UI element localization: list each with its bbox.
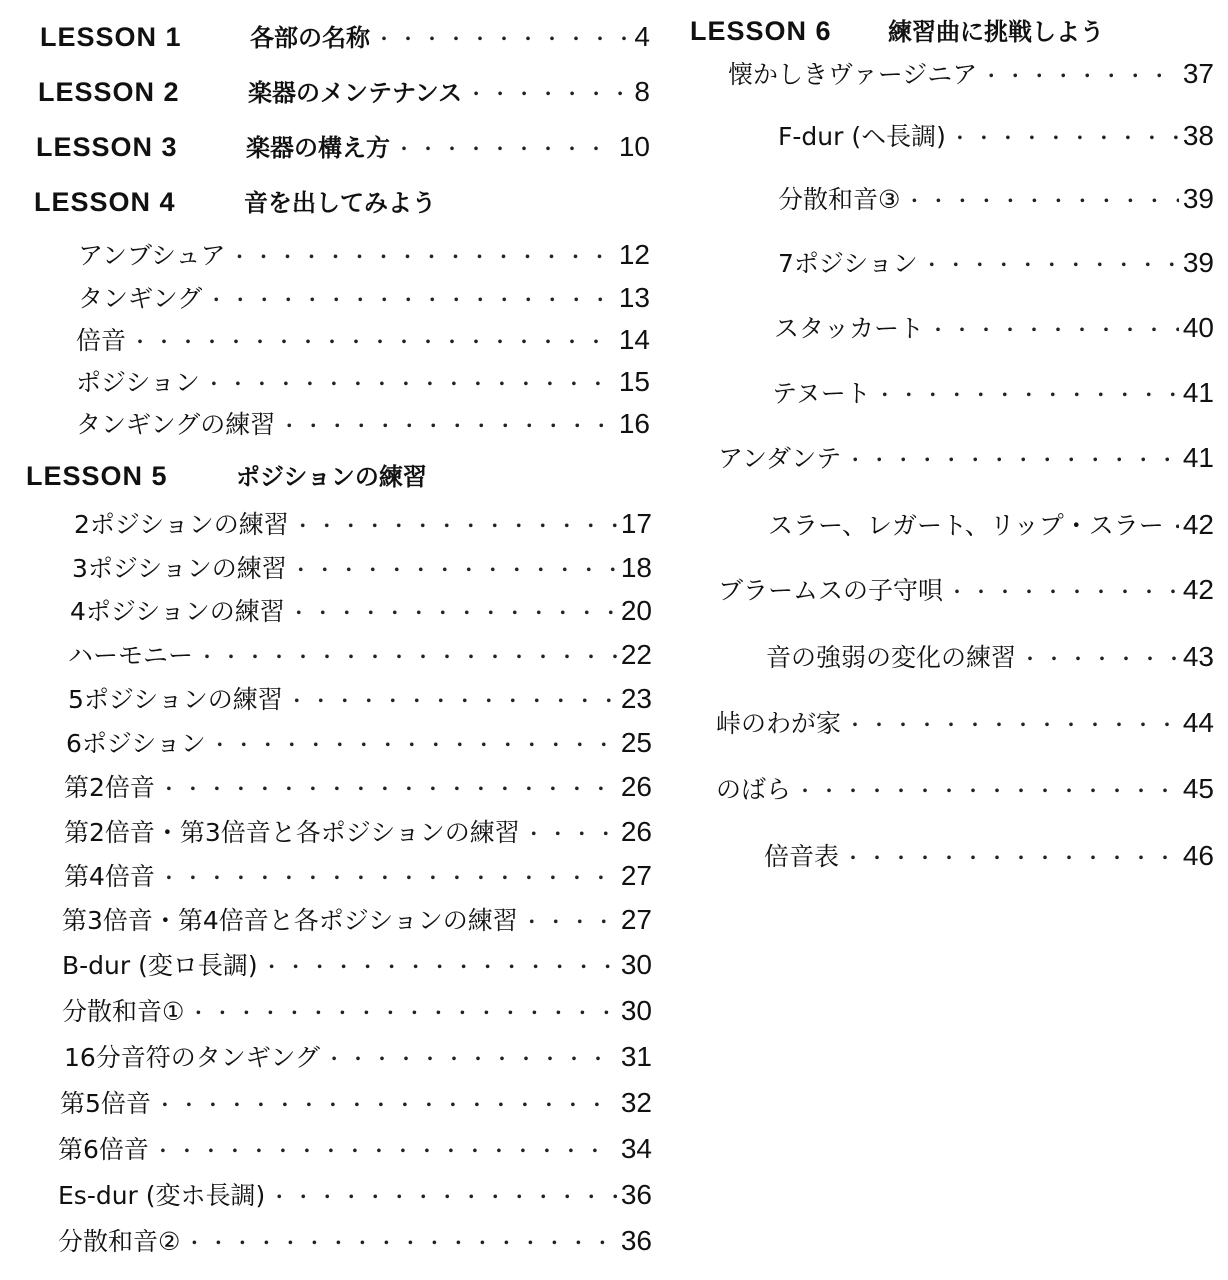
page-number: 36: [620, 1225, 652, 1256]
leader-dots: [159, 862, 617, 891]
toc-lesson-3[interactable]: [36, 128, 650, 163]
entry-title: スタッカート: [774, 314, 925, 343]
page-number: 25: [620, 727, 652, 758]
leader-dots: [1020, 643, 1179, 672]
toc-entry[interactable]: [766, 638, 1214, 674]
entry-title: Es-dur (変ホ長調): [58, 1181, 266, 1210]
toc-entry[interactable]: [64, 813, 652, 849]
toc-entry[interactable]: [778, 180, 1214, 216]
toc-lesson-5-heading[interactable]: [26, 457, 646, 492]
toc-entry[interactable]: [60, 1084, 652, 1120]
page-number: 31: [620, 1041, 652, 1072]
page-number: 18: [620, 552, 652, 583]
entry-title: 第5倍音: [60, 1089, 151, 1118]
toc-entry[interactable]: [58, 1176, 652, 1212]
toc-entry[interactable]: [74, 505, 652, 541]
page-number: 27: [620, 904, 652, 935]
entry-title: タンギングの練習: [76, 410, 276, 439]
entry-title: アンブシュア: [78, 241, 226, 270]
entry-title: 第2倍音: [64, 773, 155, 802]
entry-title: 6ポジション: [66, 729, 206, 758]
entry-title: のばら: [716, 775, 792, 804]
leader-dots: [981, 60, 1179, 89]
page-number: 30: [620, 995, 652, 1026]
toc-entry[interactable]: [764, 837, 1214, 873]
toc-entry[interactable]: [70, 592, 652, 628]
entry-title: F-dur (ヘ長調): [778, 122, 946, 151]
entry-title: テヌート: [772, 379, 871, 408]
leader-dots: [466, 78, 630, 107]
leader-dots: [204, 368, 615, 397]
leader-dots: [875, 379, 1179, 408]
leader-dots: [269, 1181, 617, 1210]
toc-lesson-6-heading[interactable]: [690, 12, 1210, 47]
entry-title: 第4倍音: [64, 862, 155, 891]
toc-entry[interactable]: [768, 506, 1214, 542]
leader-dots: [188, 997, 616, 1026]
page-number: 8: [634, 76, 650, 107]
entry-title: B-dur (変ロ長調): [62, 951, 258, 980]
toc-entry[interactable]: [718, 571, 1214, 607]
leader-dots: [845, 709, 1179, 738]
entry-title: 第6倍音: [58, 1135, 149, 1164]
entry-title: 分散和音①: [62, 997, 185, 1026]
lesson-title: 各部の名称: [250, 24, 370, 52]
entry-title: 倍音表: [764, 842, 840, 871]
toc-entry[interactable]: [62, 992, 652, 1028]
leader-dots: [324, 1043, 617, 1072]
page-number: 14: [618, 324, 650, 355]
toc-entry[interactable]: [778, 244, 1214, 280]
page-number: 38: [1182, 120, 1214, 151]
page-number: 30: [620, 949, 652, 980]
leader-dots: [130, 326, 615, 355]
page-number: 23: [620, 683, 652, 714]
toc-entry[interactable]: [772, 374, 1214, 410]
page-number: 37: [1182, 58, 1214, 89]
toc-entry[interactable]: [78, 236, 650, 272]
toc-lesson-2[interactable]: [38, 73, 650, 108]
leader-dots: [1168, 511, 1179, 540]
page-number: 39: [1182, 247, 1214, 278]
leader-dots: [155, 1089, 617, 1118]
toc-entry[interactable]: [64, 768, 652, 804]
page-number: 41: [1182, 442, 1214, 473]
toc-entry[interactable]: [58, 1222, 652, 1258]
page-number: 44: [1182, 707, 1214, 738]
toc-entry[interactable]: [76, 321, 650, 357]
entry-title: 7ポジション: [778, 249, 918, 278]
entry-title: 倍音: [76, 326, 127, 355]
leader-dots: [184, 1227, 616, 1256]
leader-dots: [279, 410, 615, 439]
toc-entry[interactable]: [68, 636, 652, 672]
entry-title: ポジション: [76, 368, 200, 397]
page-number: 20: [620, 595, 652, 626]
lesson-title: 音を出してみよう: [244, 189, 436, 217]
page-number: 36: [620, 1179, 652, 1210]
entry-title: 第3倍音・第4倍音と各ポジションの練習: [62, 906, 518, 935]
entry-title: 4ポジションの練習: [70, 597, 285, 626]
page-number: 17: [620, 508, 652, 539]
entry-title: タンギング: [78, 284, 203, 313]
lesson-title: 楽器のメンテナンス: [248, 79, 463, 107]
page-number: 46: [1182, 840, 1214, 871]
lesson-code: LESSON 4: [34, 187, 176, 217]
toc-entry[interactable]: [62, 946, 652, 982]
leader-dots: [210, 729, 617, 758]
toc-entry[interactable]: [774, 309, 1214, 345]
entry-title: 16分音符のタンギング: [64, 1043, 321, 1072]
leader-dots: [153, 1135, 617, 1164]
page-number: 10: [618, 131, 650, 162]
leader-dots: [289, 597, 617, 626]
entry-title: 5ポジションの練習: [68, 685, 283, 714]
leader-dots: [206, 284, 615, 313]
toc-entry[interactable]: [68, 680, 652, 716]
leader-dots: [287, 685, 617, 714]
leader-dots: [230, 241, 615, 270]
leader-dots: [922, 249, 1179, 278]
toc-entry[interactable]: [718, 439, 1214, 475]
entry-title: アンダンテ: [718, 444, 842, 473]
page-number: 12: [618, 239, 650, 270]
page-number: 43: [1182, 641, 1214, 672]
page-number: 26: [620, 771, 652, 802]
leader-dots: [374, 23, 630, 52]
entry-title: ハーモニー: [68, 641, 194, 670]
lesson-code: LESSON 3: [36, 132, 178, 162]
toc-entry[interactable]: [76, 405, 650, 441]
page-number: 45: [1182, 773, 1214, 804]
entry-title: 3ポジションの練習: [72, 554, 287, 583]
leader-dots: [950, 122, 1179, 151]
page-number: 4: [634, 21, 650, 52]
leader-dots: [522, 906, 617, 935]
leader-dots: [262, 951, 617, 980]
lesson-code: LESSON 2: [38, 77, 180, 107]
toc-entry[interactable]: [62, 901, 652, 937]
toc-entry[interactable]: [64, 857, 652, 893]
entry-title: 分散和音③: [778, 185, 901, 214]
leader-dots: [197, 641, 617, 670]
leader-dots: [845, 444, 1179, 473]
leader-dots: [947, 576, 1179, 605]
entry-title: 第2倍音・第3倍音と各ポジションの練習: [64, 818, 520, 847]
lesson-code: LESSON 5: [26, 461, 168, 491]
leader-dots: [159, 773, 617, 802]
toc-entry[interactable]: [64, 1038, 652, 1074]
lesson-code: LESSON 6: [690, 16, 832, 46]
entry-title: スラー、レガート、リップ・スラー: [768, 511, 1164, 540]
leader-dots: [524, 818, 617, 847]
page-number: 34: [620, 1133, 652, 1164]
leader-dots: [928, 314, 1179, 343]
leader-dots: [293, 510, 617, 539]
lesson-code: LESSON 1: [40, 22, 182, 52]
page-number: 27: [620, 860, 652, 891]
page-number: 39: [1182, 183, 1214, 214]
page-number: 32: [620, 1087, 652, 1118]
entry-title: 分散和音②: [58, 1227, 181, 1256]
entry-title: 峠のわが家: [716, 709, 842, 738]
toc-entry[interactable]: [66, 724, 652, 760]
page-number: 40: [1182, 312, 1214, 343]
leader-dots: [394, 133, 615, 162]
toc-entry[interactable]: [778, 117, 1214, 153]
page-number: 13: [618, 282, 650, 313]
toc-entry[interactable]: [716, 770, 1214, 806]
lesson-title: ポジションの練習: [236, 463, 427, 491]
entry-title: 懐かしきヴァージニア: [728, 60, 978, 89]
page-number: 15: [618, 366, 650, 397]
toc-lesson-1[interactable]: [40, 18, 650, 53]
page-number: 26: [620, 816, 652, 847]
page-number: 16: [618, 408, 650, 439]
leader-dots: [843, 842, 1179, 871]
toc-entry[interactable]: [72, 549, 652, 585]
toc-entry[interactable]: [78, 279, 650, 315]
leader-dots: [904, 185, 1178, 214]
toc-entry[interactable]: [76, 363, 650, 399]
toc-entry[interactable]: [58, 1130, 652, 1166]
toc-entry[interactable]: [728, 55, 1214, 91]
entry-title: ブラームスの子守唄: [718, 576, 944, 605]
page-number: 42: [1182, 509, 1214, 540]
toc-entry[interactable]: [716, 704, 1214, 740]
entry-title: 音の強弱の変化の練習: [766, 643, 1017, 672]
leader-dots: [795, 775, 1179, 804]
page-number: 42: [1182, 574, 1214, 605]
toc-lesson-4-heading[interactable]: [34, 183, 648, 218]
leader-dots: [291, 554, 617, 583]
page-number: 22: [620, 639, 652, 670]
lesson-title: 練習曲に挑戦しよう: [888, 18, 1104, 46]
lesson-title: 楽器の構え方: [246, 134, 390, 162]
entry-title: 2ポジションの練習: [74, 510, 289, 539]
page-number: 41: [1182, 377, 1214, 408]
